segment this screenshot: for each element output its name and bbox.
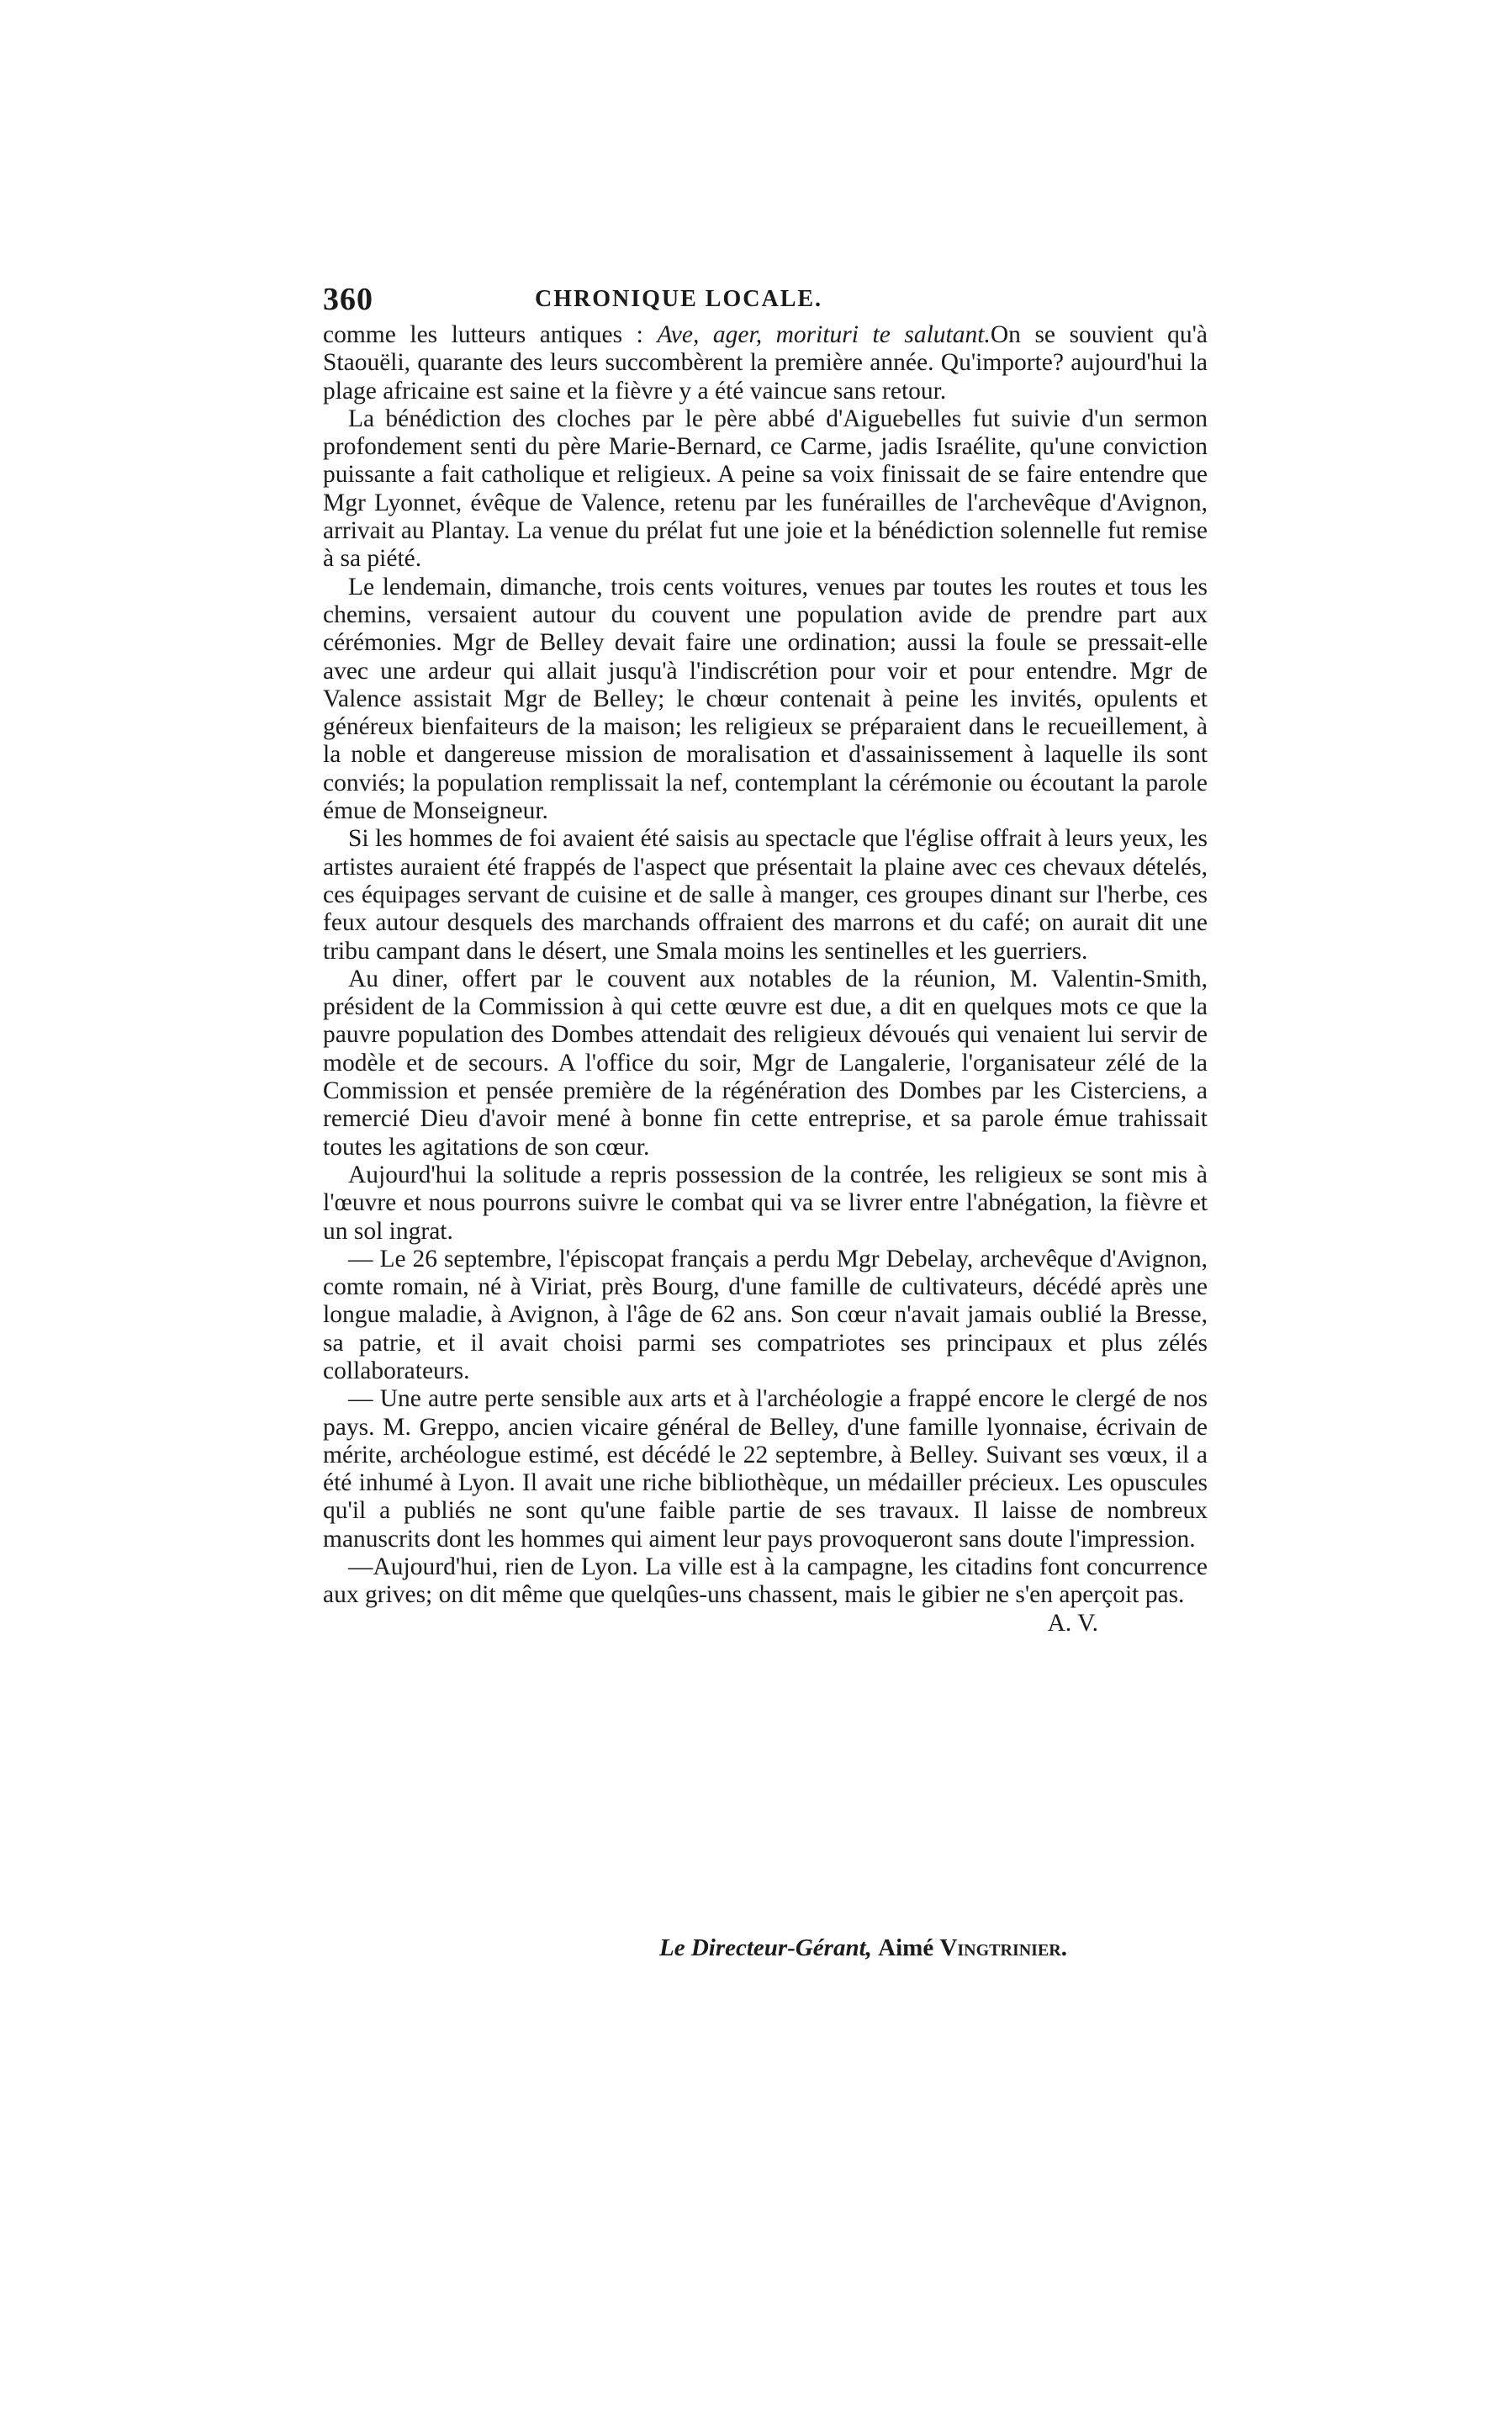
page-number: 360 bbox=[323, 282, 373, 317]
paragraph-1-rest: On se souvient qu'à Staouëli, quarante des leurs succombèrent la première année. Qu'importe? aujourd'hui la plage africaine est saine et la fièvre y a été vaincue sans retour. bbox=[323, 321, 1208, 405]
paragraph-5: Au diner, offert par le couvent aux notables de la réunion, M. Valentin-Smith, président de la Commission à qui cette œuvre est due, a dit en quelques mots ce que la pauvre population des Dombes attendait des religieux dévoués qui venaient lui servir de modèle et de secours. A l'office du soir, Mgr de Langalerie, l'organisateur zélé de la Commission et pensée première de la régénération des Dombes par les Cisterciens, a remercié Dieu d'avoir mené à bonne fin cette entreprise, et sa parole émue trahissait toutes les agitations de son cœur. bbox=[323, 965, 1208, 1161]
paragraph-6: Aujourd'hui la solitude a repris possession de la contrée, les religieux se sont mis à l'œuvre et nous pourrons suivre le combat qui va se livrer entre l'abnégation, la fièvre et un sol ingrat. bbox=[323, 1161, 1208, 1245]
paragraph-2: La bénédiction des cloches par le père abbé d'Aiguebelles fut suivie d'un sermon profondement senti du père Marie-Bernard, ce Carme, jadis Israélite, qu'une conviction puissante a fait catholique et religieux. A peine sa voix finissait de se faire entendre que Mgr Lyonnet, évêque de Valence, retenu par les funérailles de l'archevêque d'Avignon, arrivait au Plantay. La venue du prélat fut une joie et la bénédiction solennelle fut remise à sa piété. bbox=[323, 405, 1208, 573]
running-title: CHRONIQUE LOCALE. bbox=[535, 286, 823, 312]
signature-surname: Vingtrinier. bbox=[939, 1934, 1067, 1961]
signature-first-name: Aimé bbox=[878, 1934, 934, 1961]
paragraph-9 bbox=[323, 1553, 1208, 1637]
author-initials: A. V. bbox=[1047, 1609, 1098, 1637]
paragraph-7: — Le 26 septembre, l'épiscopat français a perdu Mgr Debelay, archevêque d'Avignon, comte romain, né à Viriat, près Bourg, d'une famille de cultivateurs, décédé après une longue maladie, à Avignon, à l'âge de 62 ans. Son cœur n'avait jamais oublié la Bresse, sa patrie, et il avait choisi parmi ses compatriotes ses principaux et plus zélés collaborateurs. bbox=[323, 1245, 1208, 1384]
paragraph-4: Si les hommes de foi avaient été saisis au spectacle que l'église offrait à leurs yeux, les artistes auraient été frappés de l'aspect que présentait la plaine avec ces chevaux dételés, ces équipages servant de cuisine et de salle à manger, ces groupes dinant sur l'herbe, ces feux autour desquels des marchands offraient des marrons et du café; on aurait dit une tribu campant dans le désert, une Smala moins les sentinelles et les guerriers. bbox=[323, 825, 1208, 965]
paragraph-9-text: —Aujourd'hui, rien de Lyon. La ville est à la campagne, les citadins font concurrence aux grives; on dit même que quelqûes-uns chassent, mais le gibier ne s'en aperçoit pas. bbox=[323, 1553, 1208, 1609]
page-header bbox=[323, 281, 1197, 321]
signature bbox=[659, 1934, 1181, 1962]
article-body bbox=[323, 321, 1208, 1638]
paragraph-3: Le lendemain, dimanche, trois cents voitures, venues par toutes les routes et tous les chemins, versaient autour du couvent une population avide de prendre part aux cérémonies. Mgr de Belley devait faire une ordination; aussi la foule se pressait-elle avec une ardeur qui allait jusqu'à l'indiscrétion pour voir et pour entendre. Mgr de Valence assistait Mgr de Belley; le chœur contenait à peine les invités, opulents et généreux bienfaiteurs de la maison; les religieux se préparaient dans le recueillement, à la noble et dangereuse mission de moralisation et d'assainissement à laquelle ils sont conviés; la population remplissait la nef, contemplant la cérémonie ou écoutant la parole émue de Monseigneur. bbox=[323, 573, 1208, 825]
paragraph-1-lead: comme les lutteurs antiques : bbox=[323, 321, 658, 348]
signature-role: Le Directeur-Gérant, bbox=[659, 1934, 872, 1961]
paragraph-8: — Une autre perte sensible aux arts et à l'archéologie a frappé encore le clergé de nos pays. M. Greppo, ancien vicaire général de Belley, d'une famille lyonnaise, écrivain de mérite, archéologue estimé, est décédé le 22 septembre, à Belley. Suivant ses vœux, il a été inhumé à Lyon. Il avait une riche bibliothèque, un médailler précieux. Les opuscules qu'il a publiés ne sont qu'une faible partie de ses travaux. Il laisse de nombreux manuscrits dont les hommes qui aiment leur pays provoqueront sans doute l'impression. bbox=[323, 1385, 1208, 1553]
paragraph-1 bbox=[323, 321, 1208, 405]
latin-quote: Ave, ager, morituri te salutant. bbox=[657, 321, 991, 348]
